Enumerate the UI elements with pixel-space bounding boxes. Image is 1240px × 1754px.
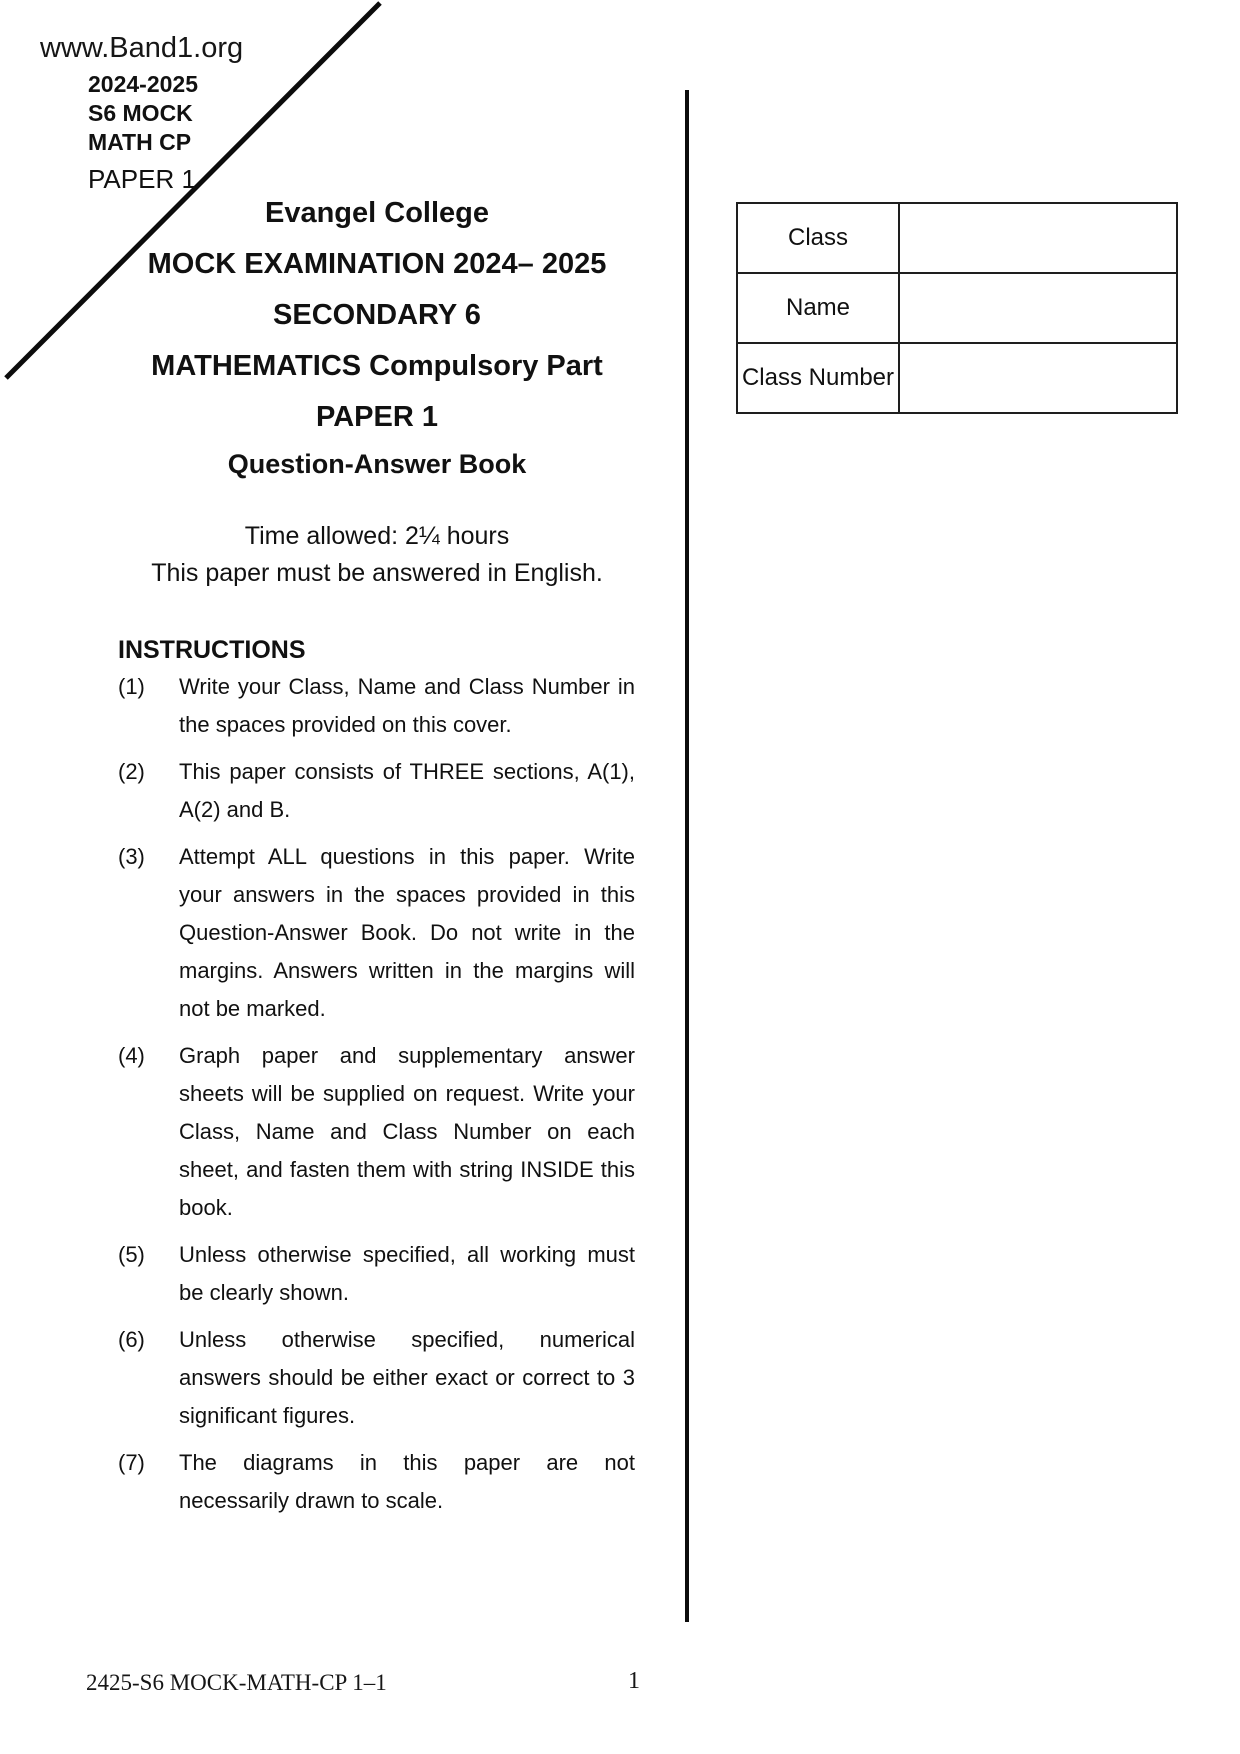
instruction-number: (3) xyxy=(118,844,145,869)
instruction-item xyxy=(118,1444,635,1520)
instruction-line: Unless otherwise specified, all working must xyxy=(179,1242,635,1267)
instruction-item xyxy=(118,1321,635,1435)
instruction-line: be clearly shown. xyxy=(179,1280,349,1305)
instruction-item xyxy=(118,1236,635,1312)
instructions-heading: INSTRUCTIONS xyxy=(118,636,306,664)
watermark-url: www.Band1.org xyxy=(40,32,244,64)
instruction-number: (4) xyxy=(118,1043,145,1068)
title-level: SECONDARY 6 xyxy=(273,299,481,331)
corner-subject: MATH CP xyxy=(88,129,192,155)
instruction-line: sheets will be supplied on request. Write your xyxy=(179,1081,635,1106)
footer-code: 2425-S6 MOCK-MATH-CP 1–1 xyxy=(86,1670,387,1695)
instruction-line: Question-Answer Book. Do not write in the xyxy=(179,920,635,945)
instruction-number: (7) xyxy=(118,1450,145,1475)
student-info-table xyxy=(736,202,1178,414)
info-row-class-number xyxy=(737,343,1177,413)
instruction-item xyxy=(118,1037,635,1227)
instruction-number: (6) xyxy=(118,1327,145,1352)
instruction-number: (1) xyxy=(118,674,145,699)
instruction-line: Unless otherwise specified, numerical xyxy=(179,1327,635,1352)
instruction-item xyxy=(118,838,635,1028)
title-subject: MATHEMATICS Compulsory Part xyxy=(151,350,603,382)
info-label-class-number: Class Number xyxy=(737,343,899,413)
title-block xyxy=(97,188,657,485)
title-school: Evangel College xyxy=(264,197,489,229)
instruction-line: Write your Class, Name and Class Number in xyxy=(179,674,635,699)
instruction-line: This paper consists of THREE sections, A(1), xyxy=(179,759,635,784)
class-input-cell[interactable] xyxy=(899,203,1177,273)
title-exam: MOCK EXAMINATION 2024– 2025 xyxy=(147,248,607,280)
notes-block xyxy=(97,518,657,592)
title-paper: PAPER 1 xyxy=(316,401,438,433)
instruction-line: A(2) and B. xyxy=(179,797,291,822)
corner-session: 2024-2025 xyxy=(88,71,198,97)
name-input-cell[interactable] xyxy=(899,273,1177,343)
instruction-line: the spaces provided on this cover. xyxy=(179,712,512,737)
instruction-item xyxy=(118,753,635,829)
info-row-class xyxy=(737,203,1177,273)
instruction-line: Graph paper and supplementary answer xyxy=(179,1043,635,1068)
vertical-divider-line xyxy=(685,90,689,1622)
info-label-class: Class xyxy=(737,203,899,273)
instruction-line: Class, Name and Class Number on each xyxy=(179,1119,635,1144)
instruction-line: book. xyxy=(179,1195,233,1220)
instructions-list xyxy=(118,668,635,1520)
title-book: Question-Answer Book xyxy=(227,449,527,479)
instruction-line: margins. Answers written in the margins will xyxy=(179,958,635,983)
instruction-line: The diagrams in this paper are not xyxy=(179,1450,635,1475)
class-number-input-cell[interactable] xyxy=(899,343,1177,413)
instruction-number: (2) xyxy=(118,759,145,784)
instruction-line: significant figures. xyxy=(179,1403,356,1428)
instruction-line: not be marked. xyxy=(179,996,326,1021)
instruction-line: answers should be either exact or correct to 3 xyxy=(179,1365,635,1390)
corner-mock: S6 MOCK xyxy=(88,100,193,126)
note-time-allowed: Time allowed: 2¼ hours xyxy=(244,522,510,550)
corner-block xyxy=(88,70,198,194)
instruction-item xyxy=(118,668,635,744)
page-number: 1 xyxy=(628,1668,640,1694)
instruction-line: necessarily drawn to scale. xyxy=(179,1488,444,1513)
corner-paper: PAPER 1 xyxy=(88,164,196,194)
instruction-line: Attempt ALL questions in this paper. Write xyxy=(179,844,635,869)
info-label-name: Name xyxy=(737,273,899,343)
note-language: This paper must be answered in English. xyxy=(151,559,603,587)
info-row-name xyxy=(737,273,1177,343)
instruction-line: your answers in the spaces provided in this xyxy=(179,882,635,907)
instruction-number: (5) xyxy=(118,1242,145,1267)
instruction-line: sheet, and fasten them with string INSIDE this xyxy=(179,1157,635,1182)
